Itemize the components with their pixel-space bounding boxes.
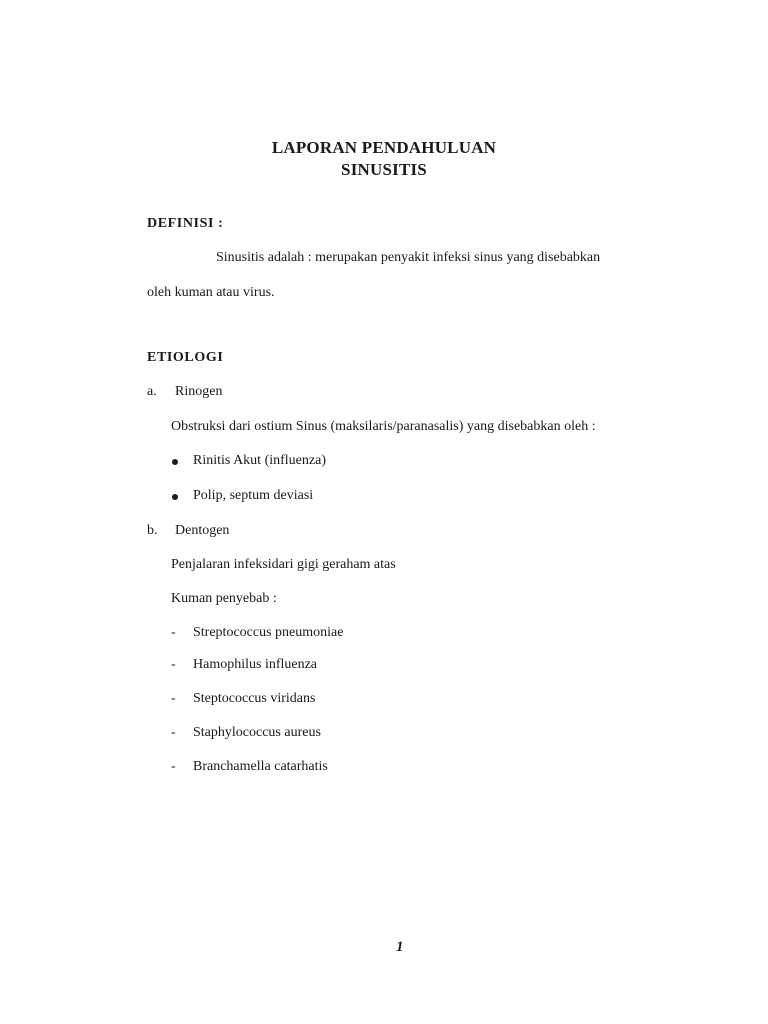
bacteria-list-item: Staphylococcus aureus — [193, 725, 321, 740]
rinogen-description: Obstruksi dari ostium Sinus (maksilaris/paranasalis) yang disebabkan oleh : — [171, 419, 596, 434]
etiologi-heading: ETIOLOGI — [147, 350, 224, 365]
dentogen-description: Penjalaran infeksidari gigi geraham atas — [171, 557, 396, 572]
rinogen-label: Rinogen — [175, 384, 223, 399]
dentogen-label: Dentogen — [175, 523, 230, 538]
dash-marker: - — [171, 625, 176, 640]
dash-marker: - — [171, 691, 176, 706]
bacteria-list-item: Branchamella catarhatis — [193, 759, 328, 774]
bacteria-list-item: Hamophilus influenza — [193, 657, 318, 672]
bacteria-list-item: Streptococcus pneumoniae — [193, 625, 344, 640]
definisi-paragraph-line1: Sinusitis adalah : merupakan penyakit infeksi sinus yang disebabkan — [216, 250, 601, 265]
dash-marker: - — [171, 725, 176, 740]
list-marker-a: a. — [147, 384, 157, 399]
dash-marker: - — [171, 657, 176, 672]
rinogen-bullet-item: Polip, septum deviasi — [193, 488, 314, 503]
list-marker-b: b. — [147, 523, 158, 538]
dash-marker: - — [171, 759, 176, 774]
page-number: 1 — [396, 939, 404, 955]
definisi-heading: DEFINISI : — [147, 216, 224, 231]
bullet-icon — [172, 494, 178, 500]
document-subtitle: SINUSITIS — [341, 160, 427, 179]
bacteria-list-item: Steptococcus viridans — [193, 691, 316, 706]
document-title: LAPORAN PENDAHULUAN — [271, 138, 497, 157]
rinogen-bullet-item: Rinitis Akut (influenza) — [193, 453, 326, 468]
kuman-penyebab-label: Kuman penyebab : — [171, 591, 277, 606]
bullet-icon — [172, 459, 178, 465]
definisi-paragraph-line2: oleh kuman atau virus. — [147, 285, 275, 300]
